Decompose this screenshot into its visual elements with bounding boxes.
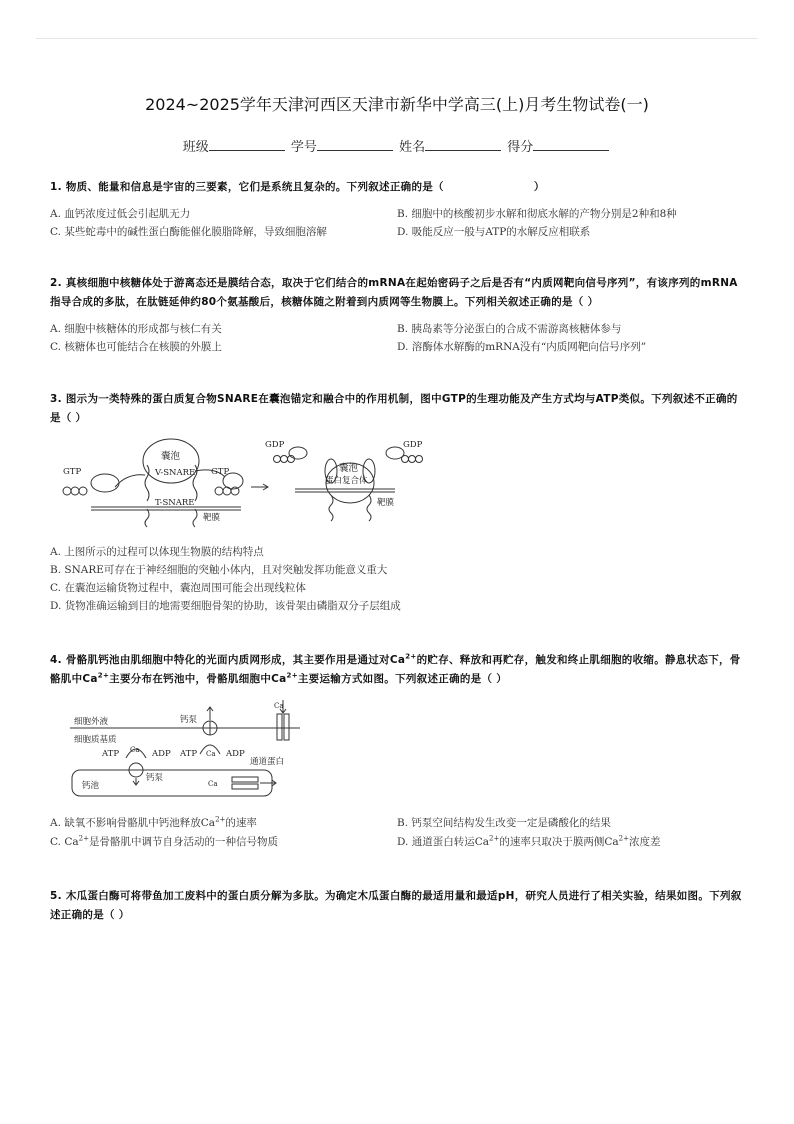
q4-option-a[interactable]: A. 缺氧不影响骨骼肌中钙池释放$Ca^{2+}$的速率 (50, 815, 257, 829)
q3-option-b[interactable]: B. SNARE可存在于神经细胞的突触小体内，且对突触发挥功能意义重大 (50, 564, 388, 576)
matrix-label: 细胞质基质 (74, 735, 117, 745)
target-membrane-left-label: 靶膜 (203, 513, 221, 523)
complex-label: 蛋白复合体 (325, 476, 368, 486)
calcium-pool (72, 770, 272, 796)
q4-stem: 4. 骨骼肌钙池由肌细胞中特化的光面内质网形成，其主要作用是通过对$Ca^{2+}$的贮存、释放和再贮存，触发和终止肌细胞的收缩。静息状态下，骨骼肌中$Ca^{2+}$主要分布在钙池中，骨骼肌细胞中$Ca^{2+}$主要运输方式如图。下列叙述正确的是（ ） (50, 652, 741, 685)
score-label: 得分 (507, 140, 534, 155)
t-snare-label: T-SNARE (155, 498, 195, 508)
class-blank[interactable] (209, 138, 285, 151)
ca-pool-label: Ca (208, 780, 218, 788)
channel-label: 通道蛋白 (250, 757, 285, 767)
pool-label: 钙池 (82, 781, 100, 791)
q3-option-a[interactable]: A. 上图所示的过程可以体现生物膜的结构特点 (50, 546, 264, 558)
adp-left-label: ADP (152, 749, 171, 759)
snare-diagram (55, 437, 435, 529)
atp-left-label: ATP (102, 749, 120, 759)
gtp-left-label: GTP (63, 467, 82, 477)
q2-option-b[interactable]: B. 胰岛素等分泌蛋白的合成不需游离核糖体参与 (397, 323, 622, 335)
vesicle-right-label: 囊泡 (339, 463, 359, 474)
ca-left-label: Ca (130, 746, 140, 754)
id-blank[interactable] (317, 138, 393, 151)
ca-mid-label: Ca (206, 750, 216, 758)
pool-pump-label: 钙泵 (146, 773, 164, 783)
class-label: 班级 (182, 140, 209, 155)
extracellular-label: 细胞外液 (74, 717, 109, 727)
membrane-pump-label: 钙泵 (180, 715, 198, 725)
calcium-diagram (60, 698, 320, 802)
v-snare-label: V-SNARE (155, 468, 196, 478)
target-membrane-right-label: 靶膜 (377, 498, 395, 508)
q3-option-d[interactable]: D. 货物准确运输到目的地需要细胞骨架的协助，该骨架由磷脂双分子层组成 (50, 600, 401, 612)
q1-option-c[interactable]: C. 某些蛇毒中的碱性蛋白酶能催化膜脂降解，导致细胞溶解 (50, 226, 327, 238)
name-blank[interactable] (425, 138, 501, 151)
q4-option-b[interactable]: B. 钙泵空间结构发生改变一定是磷酸化的结果 (397, 817, 611, 829)
q1-option-d[interactable]: D. 吸能反应一般与ATP的水解反应相联系 (397, 226, 591, 238)
ca-top-label: Ca (274, 702, 284, 710)
q1-stem: 1. 物质、能量和信息是宇宙的三要素，它们是系统且复杂的。下列叙述正确的是（ ） (50, 181, 545, 193)
q2-stem: 2. 真核细胞中核糖体处于游离态还是膜结合态，取决于它们结合的mRNA在起始密码子之后是否有“内质网靶向信号序列”，有该序列的mRNA指导合成的多肽，在肽链延伸约80个氨基酸后，核糖体随之附着到内质网等生物膜上。下列相关叙述正确的是（ ） (50, 277, 738, 308)
top-rule (36, 38, 758, 39)
q5-stem: 5. 木瓜蛋白酶可将带鱼加工废料中的蛋白质分解为多肽。为确定木瓜蛋白酶的最适用量和最适pH，研究人员进行了相关实验，结果如图。下列叙述正确的是（ ） (50, 890, 742, 921)
q1-option-a[interactable]: A. 血钙浓度过低会引起肌无力 (50, 208, 191, 220)
q2-option-a[interactable]: A. 细胞中核糖体的形成都与核仁有关 (50, 323, 222, 335)
q4-option-d[interactable]: D. 通道蛋白转运$Ca^{2+}$的速率只取决于膜两侧$Ca^{2+}$浓度差 (397, 834, 661, 848)
gdp-right-label: GDP (403, 440, 423, 450)
q2-option-d[interactable]: D. 溶酶体水解酶的mRNA没有“内质网靶向信号序列” (397, 341, 647, 353)
gdp-left-label: GDP (265, 440, 285, 450)
q3-option-c[interactable]: C. 在囊泡运输货物过程中，囊泡周围可能会出现线粒体 (50, 582, 306, 594)
gtp-right-label: GTP (211, 467, 230, 477)
page-title: 2024~2025学年天津河西区天津市新华中学高三(上)月考生物试卷(一) (145, 95, 649, 114)
vesicle-left-label: 囊泡 (161, 451, 181, 462)
student-info-line (0, 136, 794, 155)
score-blank[interactable] (533, 138, 609, 151)
adp-right-label: ADP (226, 749, 245, 759)
name-label: 姓名 (399, 140, 426, 155)
q2-option-c[interactable]: C. 核糖体也可能结合在核膜的外膜上 (50, 341, 222, 353)
q4-option-c[interactable]: C. $Ca^{2+}$是骨骼肌中调节自身活动的一种信号物质 (50, 834, 278, 848)
q3-stem: 3. 图示为一类特殊的蛋白质复合物SNARE在囊泡锚定和融合中的作用机制，图中GTP的生理功能及产生方式均与ATP类似。下列叙述不正确的是（ ） (50, 393, 738, 424)
q1-option-b[interactable]: B. 细胞中的核酸初步水解和彻底水解的产物分别是2种和8种 (397, 208, 677, 220)
id-label: 学号 (290, 140, 317, 155)
atp-right-label: ATP (180, 749, 198, 759)
